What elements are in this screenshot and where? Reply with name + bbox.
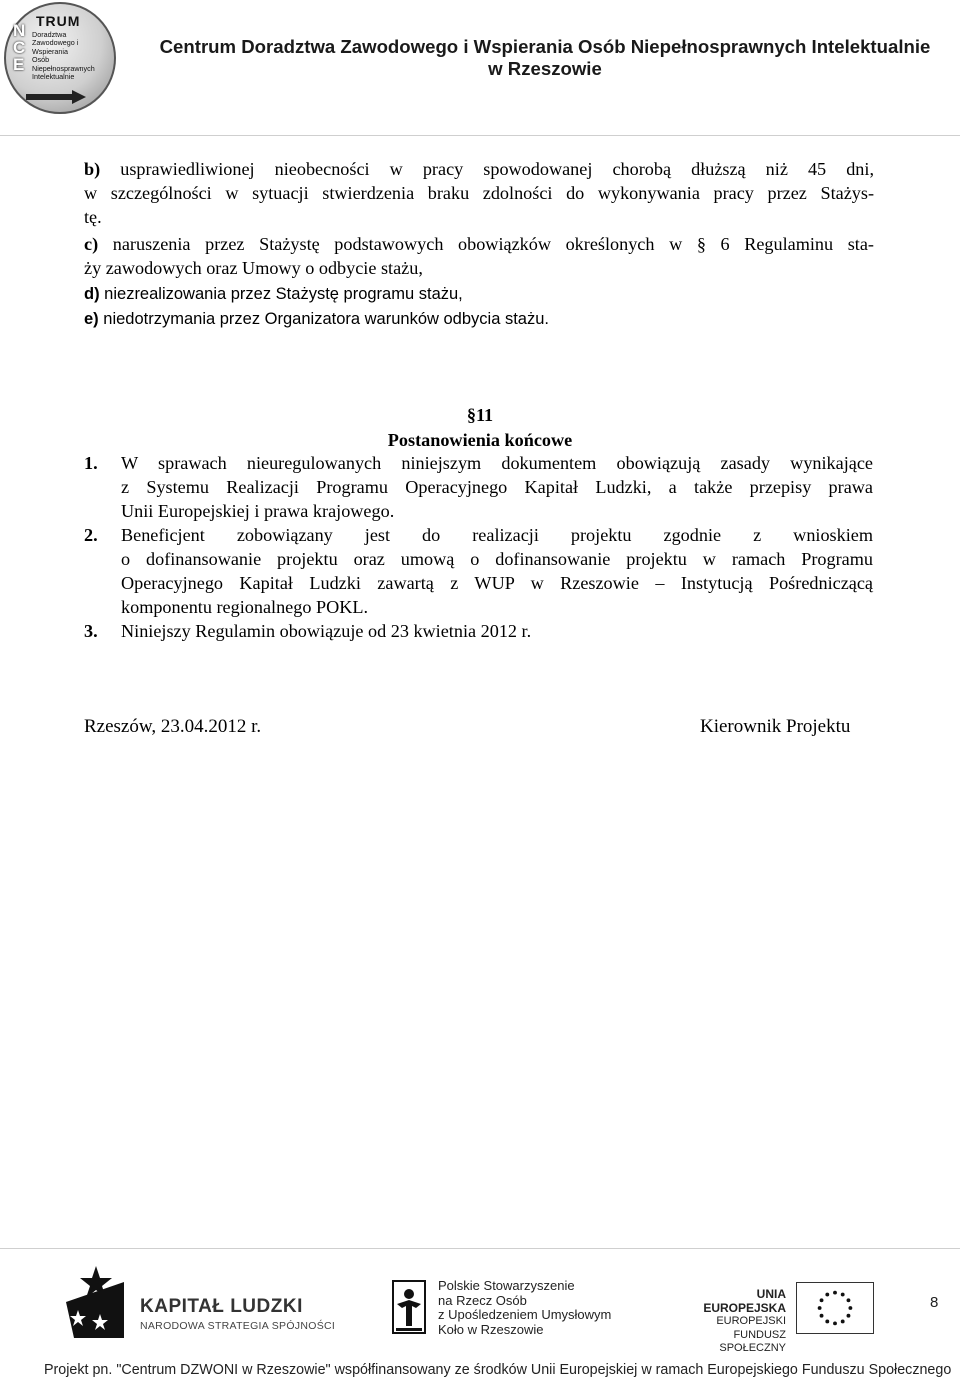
project-funding-note: Projekt pn. "Centrum DZWONI w Rzeszowie" współfinansowany ze środków Unii Europejskiej w ramach Europejskiego Funduszu Społecznego	[44, 1362, 952, 1378]
psouu-logo-icon	[392, 1280, 426, 1334]
provision-2-line-4: komponentu regionalnego POKL.	[121, 597, 369, 617]
provision-1-line-1: W sprawach nieuregulowanych niniejszym dokumentem obowiązują zasady wynikające	[121, 453, 873, 473]
provision-3-line-1: Niniejszy Regulamin obowiązuje od 23 kwietnia 2012 r.	[121, 621, 532, 641]
eu-flag-icon	[796, 1282, 874, 1334]
provision-1-line-2: z Systemu Realizacji Programu Operacyjnego Kapitał Ludzki, a także przepisy prawa	[121, 477, 873, 497]
footer-divider	[0, 1248, 960, 1249]
logo-side-letters: N C E	[13, 21, 26, 74]
header-divider	[0, 135, 960, 136]
kapital-ludzki-logo-icon	[66, 1266, 124, 1338]
list-item-d: d) niezrealizowania przez Stażystę programu stażu,	[84, 285, 463, 303]
signatory-role: Kierownik Projektu	[700, 716, 851, 737]
psouu-name: Polskie Stowarzyszenie na Rzecz Osób z Upośledzeniem Umysłowym Koło w Rzeszowie	[438, 1278, 612, 1338]
eu-fund-name: UNIA EUROPEJSKA EUROPEJSKI FUNDUSZ SPOŁECZNY	[703, 1287, 786, 1354]
kapital-ludzki-title: KAPITAŁ LUDZKI	[140, 1296, 303, 1317]
list-item-c-line-1: c) naruszenia przez Stażystę podstawowych obowiązków określonych w § 6 Regulaminu sta-	[84, 234, 874, 254]
section-number: §11	[466, 405, 494, 425]
place-date: Rzeszów, 23.04.2012 r.	[84, 716, 262, 737]
organization-logo	[4, 2, 116, 114]
kapital-ludzki-subtitle: NARODOWA STRATEGIA SPÓJNOŚCI	[140, 1320, 336, 1332]
provision-2-line-1: Beneficjent zobowiązany jest do realizacji projektu zgodnie z wnioskiem	[121, 525, 873, 545]
page-number: 8	[930, 1294, 939, 1311]
provision-2-line-2: o dofinansowanie projektu oraz umową o dofinansowanie projektu w ramach Programu	[121, 549, 873, 569]
list-item-b-line-2: w szczególności w sytuacji stwierdzenia braku zdolności do wykonywania pracy przez Stażys-	[84, 183, 874, 203]
list-item-b-line-3: tę.	[84, 207, 102, 227]
organization-name: Centrum Doradztwa Zawodowego i Wspierania Osób Niepełnosprawnych Intelektualnie w Rzeszowie	[159, 36, 931, 79]
list-item-e: e) niedotrzymania przez Organizatora warunków odbycia stażu.	[84, 310, 549, 328]
logo-arrow-icon	[26, 90, 86, 104]
list-item-b-line-1: b) usprawiedliwionej nieobecności w pracy spowodowanej chorobą dłuższą niż 45 dni,	[84, 159, 874, 179]
provision-1-line-3: Unii Europejskiej i prawa krajowego.	[121, 501, 395, 521]
list-item-c-line-2: ży zawodowych oraz Umowy o odbycie stażu,	[84, 258, 423, 278]
logo-top-text: TRUM	[36, 13, 81, 29]
provision-2-marker: 2.	[84, 525, 98, 545]
logo-text: Doradztwa Zawodowego i Wspierania Osób Niepełnosprawnych Intelektualnie	[32, 30, 95, 82]
section-title: Postanowienia końcowe	[387, 430, 573, 450]
provision-3-marker: 3.	[84, 621, 98, 641]
provision-1-marker: 1.	[84, 453, 98, 473]
provision-2-line-3: Operacyjnego Kapitał Ludzki zawartą z WUP w Rzeszowie – Instytucją Pośredniczącą	[121, 573, 873, 593]
